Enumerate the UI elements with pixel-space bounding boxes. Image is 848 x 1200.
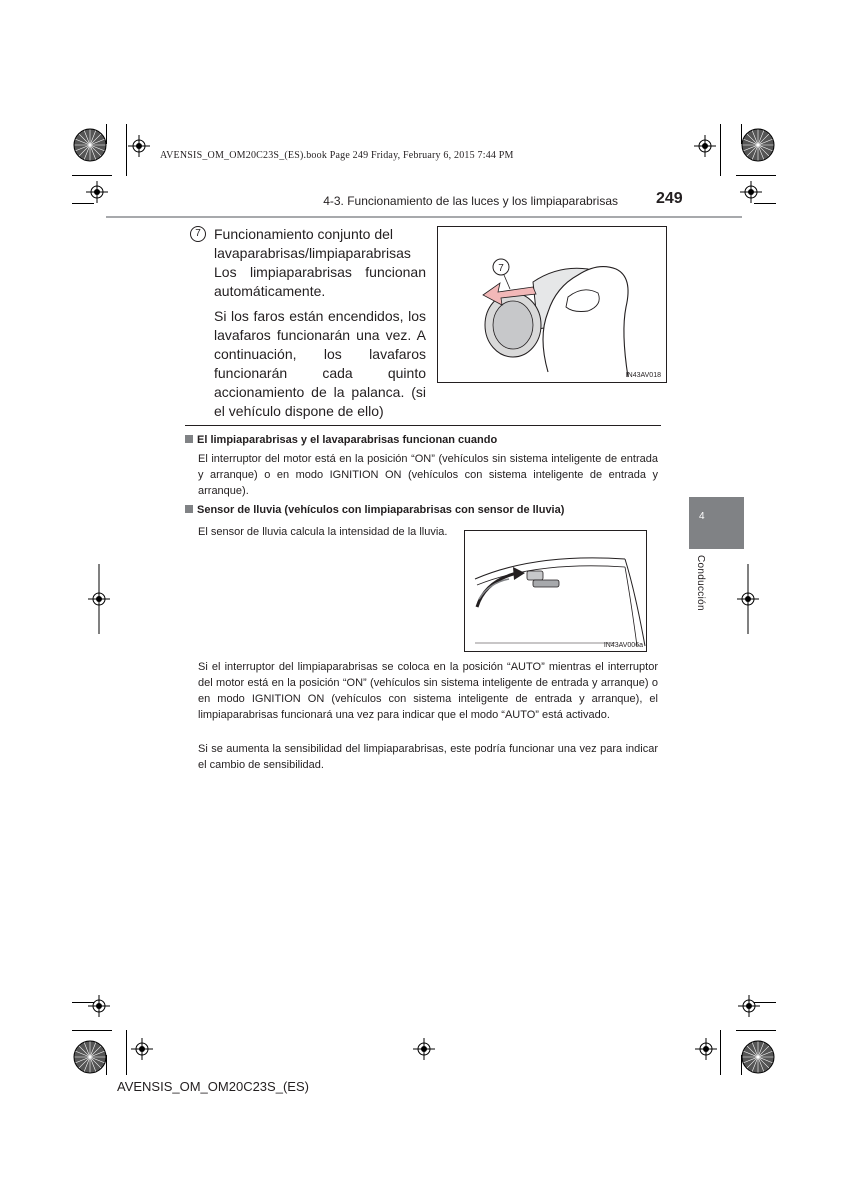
- section-1-heading-text: El limpiaparabrisas y el lavaparabrisas funcionan cuando: [197, 434, 498, 446]
- chapter-number: 4: [699, 511, 705, 522]
- registration-crosshair-icon: [128, 135, 150, 157]
- registration-disc-icon: [73, 1040, 107, 1074]
- registration-crosshair-icon: [737, 564, 759, 634]
- section-header-title: 4-3. Funcionamiento de las luces y los limpiaparabrisas: [323, 194, 618, 208]
- figure-code: IN43AV006a: [603, 642, 643, 649]
- registration-disc-icon: [741, 1040, 775, 1074]
- registration-crosshair-icon: [694, 135, 716, 157]
- section-2-heading: [185, 504, 564, 516]
- figure-code: IN43AV018: [625, 372, 661, 379]
- figure-callout: 7: [498, 263, 504, 274]
- wiper-lever-illustration: [438, 227, 666, 382]
- section-2-body-3: Si se aumenta la sensibilidad del limpiaparabrisas, este podría funcionar una vez para indicar el cambio de sensibilidad.: [198, 743, 658, 771]
- registration-crosshair-icon: [740, 181, 762, 203]
- item-title: Funcionamiento conjunto del lavaparabrisas/limpiaparabrisas: [214, 226, 411, 261]
- book-info-line: AVENSIS_OM_OM20C23S_(ES).book Page 249 Friday, February 6, 2015 7:44 PM: [160, 150, 514, 161]
- registration-crosshair-icon: [131, 1038, 153, 1060]
- item-line-2: Si los faros están encendidos, los lavafaros funcionarán una vez. A continuación, los lavafaros funcionarán cada quinto accionamiento de la palanca. (si el vehículo dispone de ello): [214, 308, 426, 419]
- header-rule: [106, 216, 742, 218]
- registration-crosshair-icon: [88, 564, 110, 634]
- bullet-square-icon: [185, 435, 193, 443]
- registration-crosshair-icon: [413, 1038, 435, 1060]
- windshield-illustration: [465, 531, 646, 651]
- chapter-tab: [689, 497, 744, 549]
- section-1-body: El interruptor del motor está en la posición “ON” (vehículos sin sistema inteligente de entrada y arranque) o en modo IGNITION ON (vehículos con sistema inteligente de entrada y arranque).: [198, 453, 658, 497]
- footer-manual-code: AVENSIS_OM_OM20C23S_(ES): [117, 1079, 309, 1094]
- chapter-label: Conducción: [695, 555, 706, 611]
- registration-crosshair-icon: [738, 995, 760, 1017]
- section-2-body-1: El sensor de lluvia calcula la intensidad de la lluvia.: [198, 526, 448, 538]
- item-7: [190, 225, 426, 421]
- registration-disc-icon: [73, 128, 107, 162]
- rain-sensor-figure: [464, 530, 647, 652]
- section-1-heading: [185, 434, 497, 446]
- item-number-badge: 7: [190, 226, 206, 242]
- section-2-heading-text: Sensor de lluvia (vehículos con limpiaparabrisas con sensor de lluvia): [197, 504, 565, 516]
- registration-crosshair-icon: [86, 181, 108, 203]
- section-2-body-2: Si el interruptor del limpiaparabrisas se coloca en la posición “AUTO” mientras el interruptor del motor está en la posición “ON” (vehículos sin sistema inteligente de entrada y arranque) o en modo IGNITION ON (vehículos con sistema inteligente de entrada y arranque), el limpiaparabrisas funcionará una vez para indicar que el modo “AUTO” está activado.: [198, 661, 658, 721]
- bullet-square-icon: [185, 505, 193, 513]
- wiper-lever-figure: [437, 226, 667, 383]
- page-number: 249: [656, 190, 683, 207]
- item-line-1: Los limpiaparabrisas funcionan automáticamente.: [214, 264, 426, 299]
- registration-disc-icon: [741, 128, 775, 162]
- registration-crosshair-icon: [88, 995, 110, 1017]
- registration-crosshair-icon: [695, 1038, 717, 1060]
- section-divider: [185, 425, 661, 426]
